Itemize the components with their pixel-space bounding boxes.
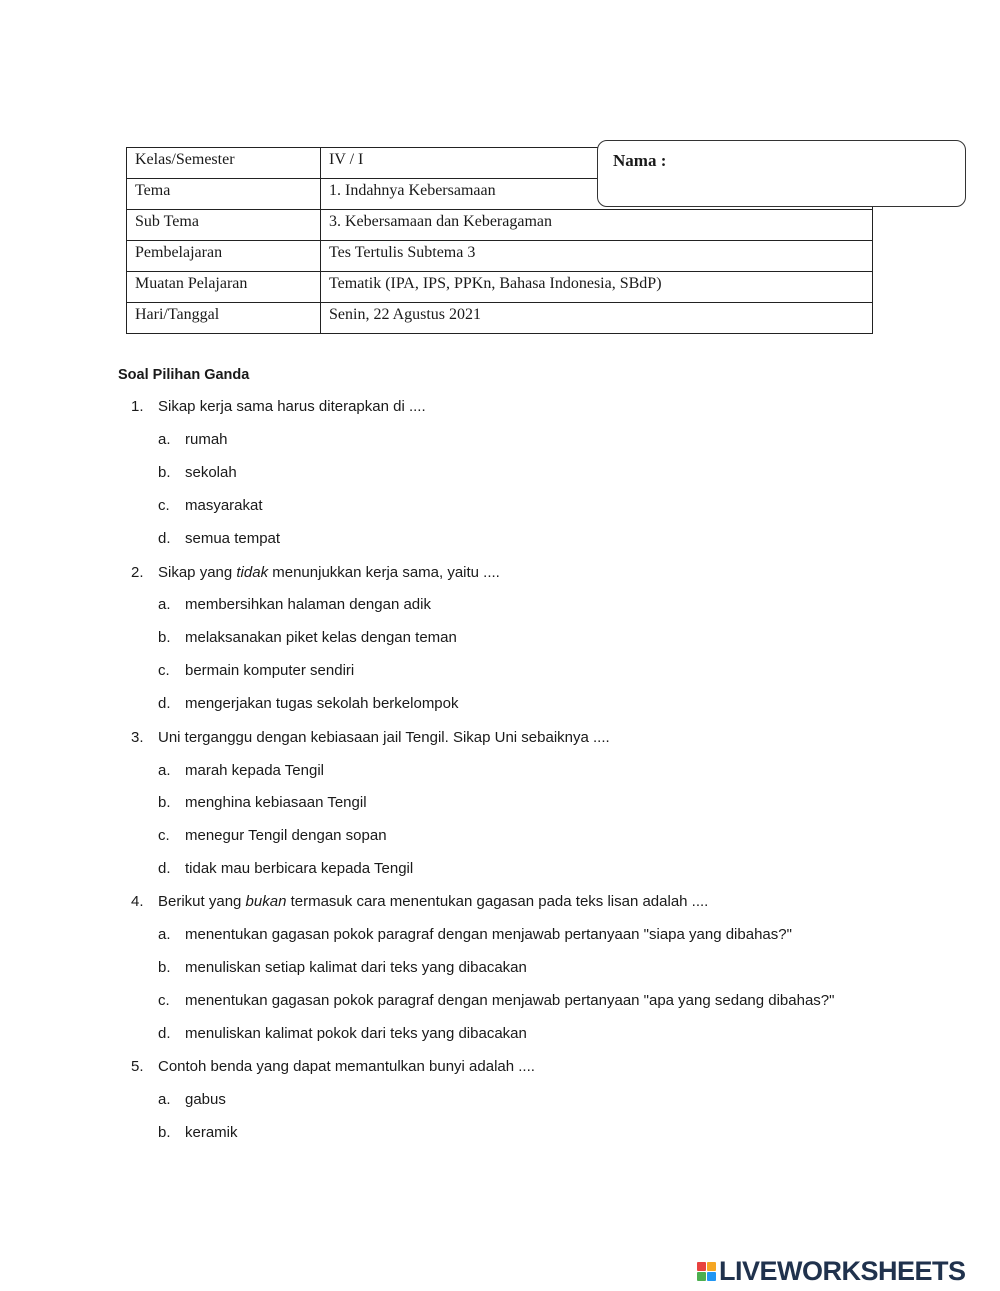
option-letter: b.: [158, 464, 171, 481]
option-text: gabus: [185, 1091, 226, 1108]
option-letter: d.: [158, 1025, 171, 1042]
row-label: Tema: [127, 179, 321, 210]
question-number: 5.: [131, 1058, 144, 1075]
row-label: Hari/Tanggal: [127, 303, 321, 334]
row-label: Sub Tema: [127, 210, 321, 241]
row-label: Kelas/Semester: [127, 148, 321, 179]
row-value: Tes Tertulis Subtema 3: [321, 241, 873, 272]
name-input-box[interactable]: [597, 140, 966, 207]
option-text: sekolah: [185, 464, 237, 481]
option-letter: b.: [158, 959, 171, 976]
option-letter: c.: [158, 827, 170, 844]
question-number: 3.: [131, 729, 144, 746]
option-text: menuliskan kalimat pokok dari teks yang dibacakan: [185, 1025, 527, 1042]
option-text: menghina kebiasaan Tengil: [185, 794, 367, 811]
option-letter: a.: [158, 926, 171, 943]
logo-icon-square: [707, 1262, 716, 1271]
logo-icon: [697, 1262, 716, 1281]
option-text: menuliskan setiap kalimat dari teks yang dibacakan: [185, 959, 527, 976]
option-letter: d.: [158, 530, 171, 547]
option-text: membersihkan halaman dengan adik: [185, 596, 431, 613]
row-value: 1. Indahnya Kebersamaan: [321, 179, 873, 210]
question-text: Sikap yang tidak menunjukkan kerja sama, yaitu ....: [158, 564, 500, 581]
option-text: menegur Tengil dengan sopan: [185, 827, 387, 844]
row-value: Senin, 22 Agustus 2021: [321, 303, 873, 334]
option-text: melaksanakan piket kelas dengan teman: [185, 629, 457, 646]
logo-icon-square: [697, 1272, 706, 1281]
row-value: 3. Kebersamaan dan Keberagaman: [321, 210, 873, 241]
table-row: [127, 210, 873, 241]
logo-icon-square: [697, 1262, 706, 1271]
option-letter: a.: [158, 762, 171, 779]
option-text: marah kepada Tengil: [185, 762, 324, 779]
question-emphasis: bukan: [245, 893, 287, 910]
question-emphasis: tidak: [236, 564, 269, 581]
question-text: Sikap kerja sama harus diterapkan di ....: [158, 398, 426, 415]
liveworksheets-logo: [697, 1256, 966, 1286]
option-letter: a.: [158, 596, 171, 613]
table-row: [127, 241, 873, 272]
option-letter: d.: [158, 860, 171, 877]
option-letter: c.: [158, 662, 170, 679]
row-value: IV / I: [321, 148, 873, 179]
question-number: 4.: [131, 893, 144, 910]
option-letter: a.: [158, 431, 171, 448]
option-letter: b.: [158, 1124, 171, 1141]
question-text: Uni terganggu dengan kebiasaan jail Tengil. Sikap Uni sebaiknya ....: [158, 729, 610, 746]
option-letter: b.: [158, 794, 171, 811]
option-text: mengerjakan tugas sekolah berkelompok: [185, 695, 459, 712]
row-label: Muatan Pelajaran: [127, 272, 321, 303]
option-letter: c.: [158, 497, 170, 514]
row-value: Tematik (IPA, IPS, PPKn, Bahasa Indonesia, SBdP): [321, 272, 873, 303]
option-letter: d.: [158, 695, 171, 712]
option-text: menentukan gagasan pokok paragraf dengan menjawab pertanyaan "siapa yang dibahas?": [185, 926, 792, 943]
logo-icon-square: [707, 1272, 716, 1281]
option-text: keramik: [185, 1124, 238, 1141]
option-text: semua tempat: [185, 530, 281, 547]
option-letter: a.: [158, 1091, 171, 1108]
option-text: rumah: [185, 431, 228, 448]
table-row: [127, 272, 873, 303]
option-letter: b.: [158, 629, 171, 646]
option-letter: c.: [158, 992, 170, 1009]
name-label: Nama :: [613, 151, 667, 170]
option-text: menentukan gagasan pokok paragraf dengan menjawab pertanyaan "apa yang sedang dibahas?": [185, 992, 835, 1009]
question-number: 1.: [131, 398, 144, 415]
option-text: masyarakat: [185, 497, 263, 514]
row-label: Pembelajaran: [127, 241, 321, 272]
logo-text: LIVEWORKSHEETS: [719, 1255, 966, 1286]
question-number: 2.: [131, 564, 144, 581]
option-text: tidak mau berbicara kepada Tengil: [185, 860, 414, 877]
table-row: [127, 303, 873, 334]
section-title: Soal Pilihan Ganda: [118, 367, 250, 383]
question-text: Contoh benda yang dapat memantulkan bunyi adalah ....: [158, 1058, 535, 1075]
option-text: bermain komputer sendiri: [185, 662, 355, 679]
question-text: Berikut yang bukan termasuk cara menentukan gagasan pada teks lisan adalah ....: [158, 893, 709, 910]
